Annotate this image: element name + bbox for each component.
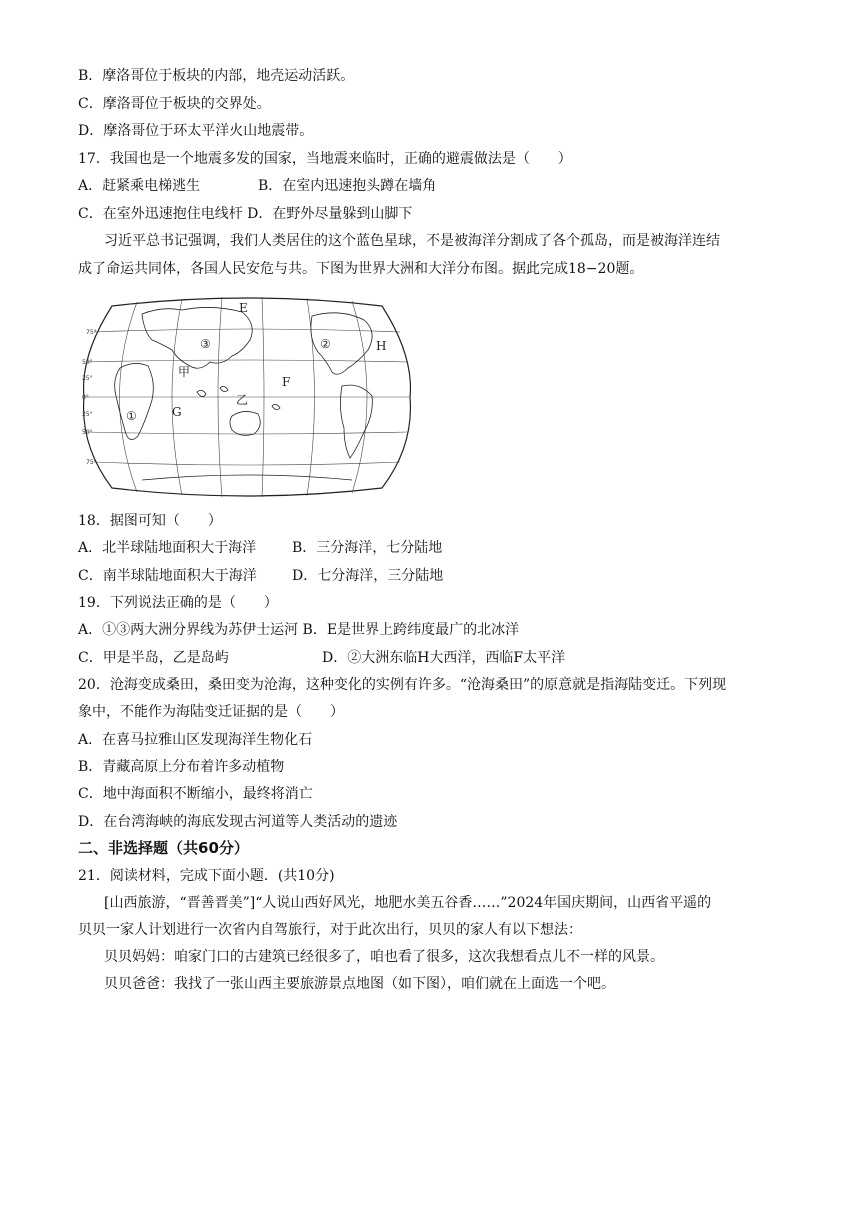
lat-label-5: 25° — [82, 411, 93, 418]
intro-line-2: 成了命运共同体，各国人民安危与共。下图为世界大洲和大洋分布图。据此完成18−20题。 — [78, 261, 644, 277]
q17-option-b: B．在室内迅速抱头蹲在墙角 — [258, 178, 437, 194]
q21-material-line-1: [山西旅游，“晋善晋美”]“人说山西好风光，地肥水美五谷香……”2024年国庆期间，山西省平遥的 — [104, 895, 712, 911]
q20-option-d: D．在台湾海峡的海底发现古河道等人类活动的遗迹 — [78, 814, 398, 830]
map-label-jia: 甲 — [178, 365, 191, 379]
q19-option-d: D．②大洲东临H大西洋，西临F太平洋 — [322, 650, 566, 666]
section-2-heading: 二、非选择题（共60分） — [78, 839, 249, 857]
q21-dad-quote: 贝贝爸爸：我找了一张山西主要旅游景点地图（如下图），咱们就在上面选一个吧。 — [104, 976, 615, 992]
lat-label-4: 0° — [82, 394, 89, 401]
q20-option-a: A．在喜马拉雅山区发现海洋生物化石 — [78, 732, 313, 748]
q20-option-b: B．青藏高原上分布着许多动植物 — [78, 759, 285, 775]
map-label-continent-2: ② — [320, 337, 331, 351]
q19-option-ab: A．①③两大洲分界线为苏伊士运河 B．E是世界上跨纬度最广的北冰洋 — [78, 622, 520, 638]
q21-material-line-2: 贝贝一家人计划进行一次省内自驾旅行，对于此次出行，贝贝的家人有以下想法： — [78, 922, 582, 938]
q20-stem-line-2: 象中，不能作为海陆变迁证据的是（ ） — [78, 704, 344, 720]
q18-option-a: A．北半球陆地面积大于海洋 — [78, 540, 257, 556]
q20-option-c: C．地中海面积不断缩小，最终将消亡 — [78, 786, 313, 802]
q18-stem: 18．据图可知（ ） — [78, 513, 222, 529]
q16-option-d: D．摩洛哥位于环太平洋火山地震带。 — [78, 123, 314, 139]
q17-stem: 17．我国也是一个地震多发的国家，当地震来临时，正确的避震做法是（ ） — [78, 151, 572, 167]
world-map-svg — [82, 296, 412, 498]
q16-option-c: C．摩洛哥位于板块的交界处。 — [78, 96, 271, 112]
lat-label-1: 75° — [86, 329, 97, 336]
q18-option-b: B．三分海洋，七分陆地 — [292, 540, 443, 556]
map-label-yi: 乙 — [236, 393, 249, 407]
map-label-continent-3: ③ — [200, 337, 211, 351]
q21-mom-quote: 贝贝妈妈：咱家门口的古建筑已经很多了，咱也看了很多，这次我想看点儿不一样的风景。 — [104, 949, 664, 965]
lat-label-7: 75° — [86, 459, 97, 466]
map-label-f: F — [282, 375, 291, 389]
q19-option-c: C．甲是半岛，乙是岛屿 — [78, 650, 229, 666]
q20-stem-line-1: 20．沧海变成桑田，桑田变为沧海，这种变化的实例有许多。“沧海桑田”的原意就是指海陆变迁。下列现 — [78, 677, 727, 693]
map-label-e: E — [239, 301, 248, 315]
map-label-continent-1: ① — [126, 409, 137, 423]
lat-label-6: 50° — [82, 429, 93, 436]
map-label-g: G — [172, 405, 182, 419]
q18-option-c: C．南半球陆地面积大于海洋 — [78, 568, 257, 584]
intro-line-1: 习近平总书记强调，我们人类居住的这个蓝色星球，不是被海洋分割成了各个孤岛，而是被海洋连结 — [104, 233, 720, 249]
lat-label-3: 25° — [82, 375, 93, 382]
q21-stem: 21．阅读材料，完成下面小题．(共10分) — [78, 868, 335, 884]
q16-option-b: B．摩洛哥位于板块的内部，地壳运动活跃。 — [78, 68, 355, 84]
map-label-h: H — [376, 339, 387, 353]
q18-option-d: D．七分海洋，三分陆地 — [292, 568, 444, 584]
q17-option-cd: C．在室外迅速抱住电线杆 D．在野外尽量躲到山脚下 — [78, 206, 413, 222]
world-map-figure — [82, 296, 412, 498]
q19-stem: 19．下列说法正确的是（ ） — [78, 595, 278, 611]
q17-option-a: A．赶紧乘电梯逃生 — [78, 178, 201, 194]
lat-label-2: 50° — [82, 359, 93, 366]
